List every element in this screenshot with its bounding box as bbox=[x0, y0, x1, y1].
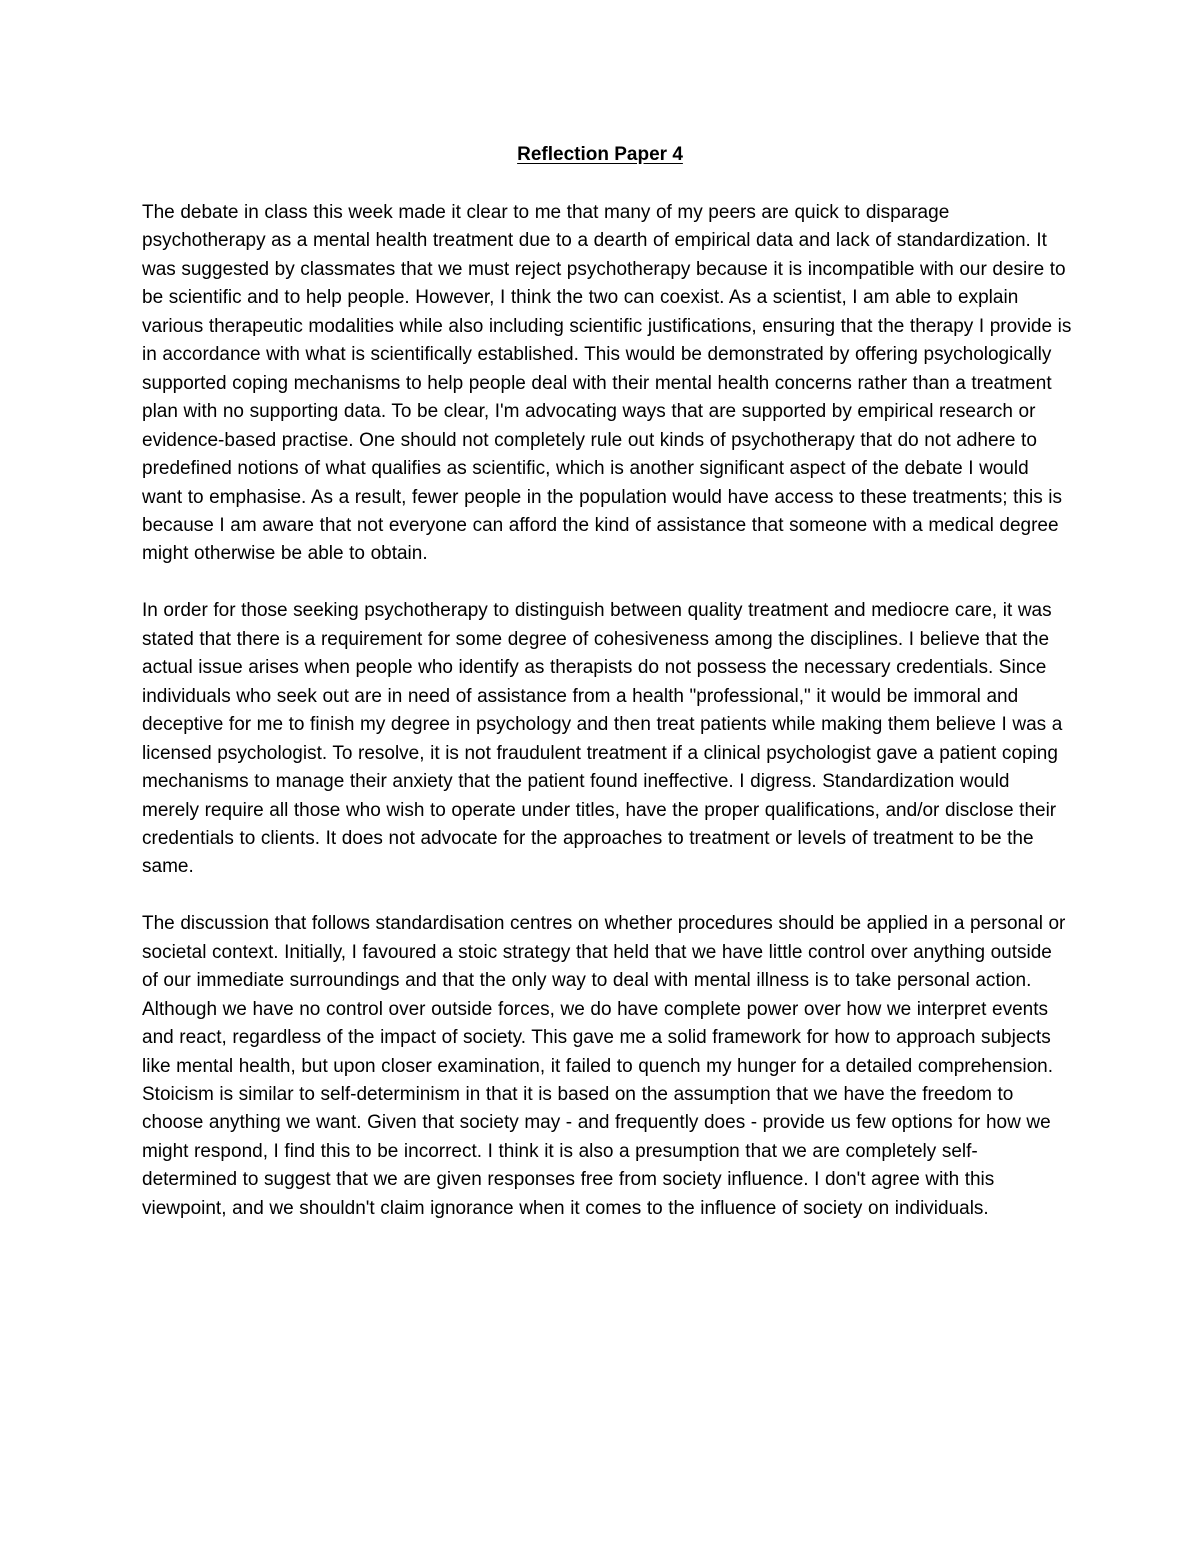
document-body bbox=[142, 199, 1072, 1252]
paragraph-3: The discussion that follows standardisation centres on whether procedures should be applied in a personal or societal context. Initially, I favoured a stoic strategy that held that we have little control over anything outside of our immediate surroundings and that the only way to deal with mental illness is to take personal action. Although we have no control over outside forces, we do have complete power over how we interpret events and react, regardless of the impact of society. This gave me a solid framework for how to approach subjects like mental health, but upon closer examination, it failed to quench my hunger for a detailed comprehension. Stoicism is similar to self-determinism in that it is based on the assumption that we have the freedom to choose anything we want. Given that society may - and frequently does - provide us few options for how we might respond, I find this to be incorrect. I think it is also a presumption that we are completely self-determined to suggest that we are given responses free from society influence. I don't agree with this viewpoint, and we shouldn't claim ignorance when it comes to the influence of society on individuals. bbox=[142, 913, 1066, 1219]
paragraph-1: The debate in class this week made it clear to me that many of my peers are quick to disparage psychotherapy as a mental health treatment due to a dearth of empirical data and lack of standardization. It was suggested by classmates that we must reject psychotherapy because it is incompatible with our desire to be scientific and to help people. However, I think the two can coexist. As a scientist, I am able to explain various therapeutic modalities while also including scientific justifications, ensuring that the therapy I provide is in accordance with what is scientifically established. This would be demonstrated by offering psychologically supported coping mechanisms to help people deal with their mental health concerns rather than a treatment plan with no supporting data. To be clear, I'm advocating ways that are supported by empirical research or evidence-based practise. One should not completely rule out kinds of psychotherapy that do not adhere to predefined notions of what qualifies as scientific, which is another significant aspect of the debate I would want to emphasise. As a result, fewer people in the population would have access to these treatments; this is because I am aware that not everyone can afford the kind of assistance that someone with a medical degree might otherwise be able to obtain. bbox=[142, 202, 1072, 565]
paragraph-2: In order for those seeking psychotherapy to distinguish between quality treatment and mediocre care, it was stated that there is a requirement for some degree of cohesiveness among the disciplines. I believe that the actual issue arises when people who identify as therapists do not possess the necessary credentials. Since individuals who seek out are in need of assistance from a health "professional," it would be immoral and deceptive for me to finish my degree in psychology and then treat patients while making them believe I was a licensed psychologist. To resolve, it is not fraudulent treatment if a clinical psychologist gave a patient coping mechanisms to manage their anxiety that the patient found ineffective. I digress. Standardization would merely require all those who wish to operate under titles, have the proper qualifications, and/or disclose their credentials to clients. It does not advocate for the approaches to treatment or levels of treatment to be the same. bbox=[142, 600, 1063, 878]
document-title: Reflection Paper 4 bbox=[517, 144, 683, 165]
